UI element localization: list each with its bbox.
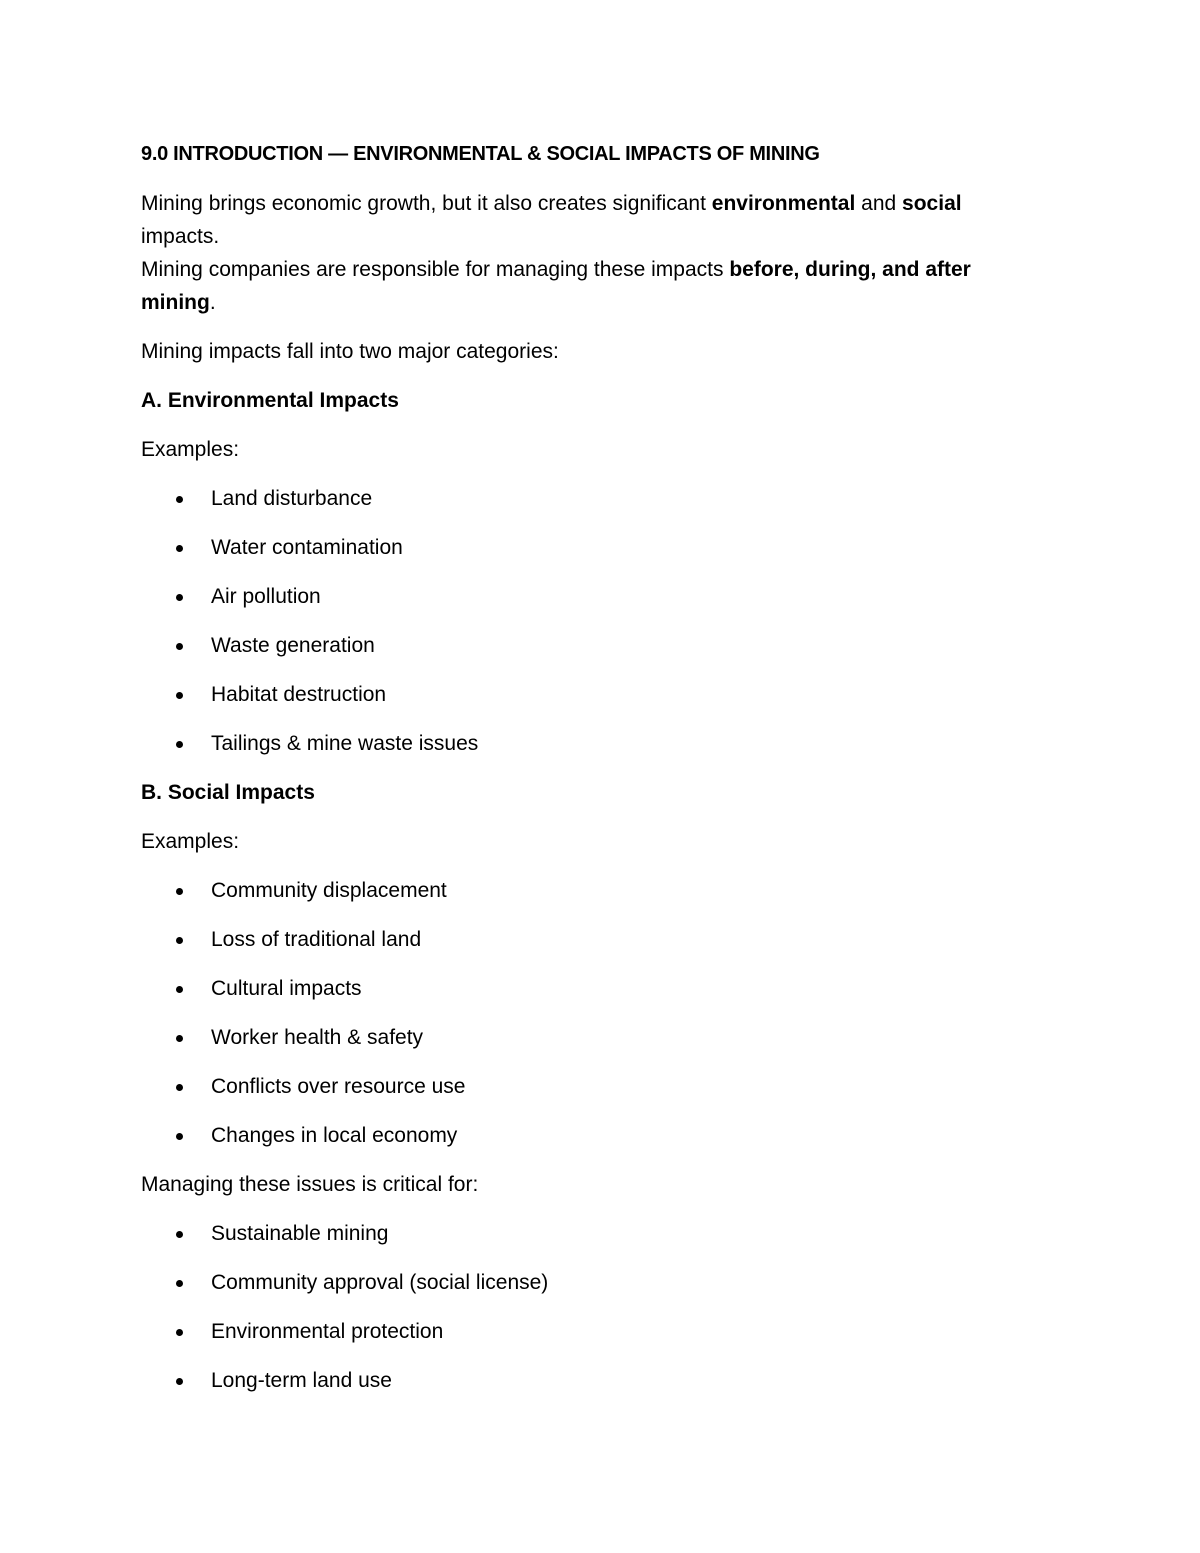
list-item-text: Tailings & mine waste issues [211,732,479,755]
list-item-text: Sustainable mining [211,1222,389,1245]
managing-label: Managing these issues is critical for: [141,1173,479,1196]
bullet-icon [176,1280,183,1287]
bullet-icon [176,937,183,944]
intro-bold-timing: before, during, and after [729,258,971,281]
bullet-icon [176,741,183,748]
intro-text: Mining companies are responsible for managing these impacts [141,258,730,281]
list-item-text: Community displacement [211,879,447,902]
list-item-text: Water contamination [211,536,403,559]
bullet-icon [176,986,183,993]
bullet-icon [176,643,183,650]
section-b-title: B. Social Impacts [141,781,315,804]
list-item-text: Community approval (social license) [211,1271,549,1294]
bullet-icon [176,1133,183,1140]
section-a-list [141,482,1051,760]
categories-intro: Mining impacts fall into two major categories: [141,340,559,363]
list-item-text: Changes in local economy [211,1124,458,1147]
list-item-text: Environmental protection [211,1320,444,1343]
list-item-text: Cultural impacts [211,977,362,1000]
managing-list [141,1217,1051,1397]
list-item [141,1070,1051,1103]
intro-line-4 [141,286,1051,319]
list-item [141,972,1051,1005]
section-a-title: A. Environmental Impacts [141,389,399,412]
intro-bold-environmental: environmental [711,192,856,215]
bullet-icon [176,594,183,601]
bullet-icon [176,496,183,503]
list-item [141,1021,1051,1054]
list-item-text: Long-term land use [211,1369,392,1392]
list-item-text: Land disturbance [211,487,373,510]
list-item-text: Loss of traditional land [211,928,422,951]
bullet-icon [176,545,183,552]
list-item [141,874,1051,907]
intro-text: Mining brings economic growth, but it also creates significant [141,192,712,215]
intro-text: . [209,291,216,314]
list-item-text: Air pollution [211,585,321,608]
list-item-text: Worker health & safety [211,1026,424,1049]
bullet-icon [176,1035,183,1042]
section-a-examples-label: Examples: [141,438,240,461]
list-item [141,678,1051,711]
bullet-icon [176,1329,183,1336]
intro-bold-social: social [902,192,962,215]
document-body [141,138,1051,1413]
list-item-text: Waste generation [211,634,375,657]
list-item [141,727,1051,760]
page-title: 9.0 INTRODUCTION — ENVIRONMENTAL & SOCIAL IMPACTS OF MINING [141,143,820,165]
bullet-icon [176,888,183,895]
intro-line-2: impacts. [141,225,220,248]
list-item [141,629,1051,662]
section-b-examples-label: Examples: [141,830,240,853]
intro-bold-mining: mining [141,291,210,314]
list-item [141,1364,1051,1397]
bullet-icon [176,1084,183,1091]
intro-line-1 [141,187,1051,220]
intro-text: and [855,192,903,215]
list-item-text: Habitat destruction [211,683,387,706]
list-item [141,1266,1051,1299]
bullet-icon [176,1378,183,1385]
section-b-list [141,874,1051,1152]
list-item [141,1217,1051,1250]
list-item [141,1315,1051,1348]
list-item [141,923,1051,956]
list-item [141,531,1051,564]
intro-line-3 [141,253,1051,286]
list-item [141,482,1051,515]
bullet-icon [176,1231,183,1238]
list-item-text: Conflicts over resource use [211,1075,466,1098]
list-item [141,1119,1051,1152]
intro-paragraph [141,187,1051,319]
bullet-icon [176,692,183,699]
list-item [141,580,1051,613]
